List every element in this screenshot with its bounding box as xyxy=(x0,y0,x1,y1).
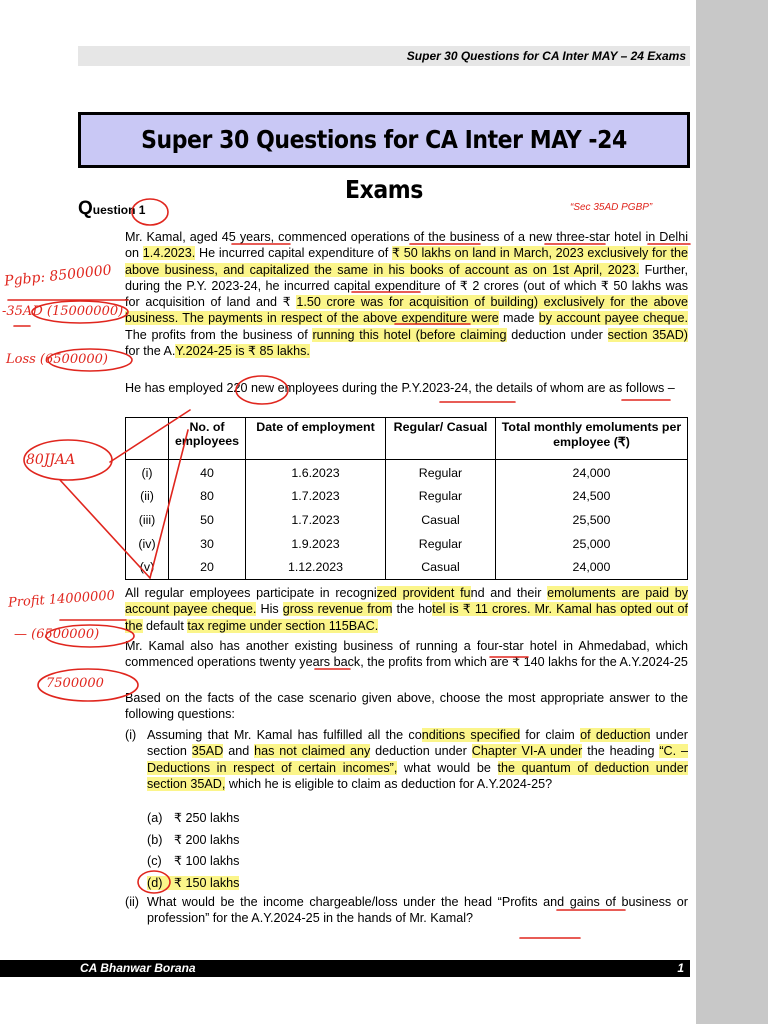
highlight-run: Chapter VI-A under xyxy=(471,744,583,759)
text-run: All regular employees participate in recogni xyxy=(125,586,377,600)
highlight-run: zed provident fu xyxy=(376,586,471,600)
paragraph-employees: He has employed 220 new employees during the P.Y.2023-24, the details of whom are as follows – xyxy=(125,381,675,395)
highlight-run: 1.4.2023. xyxy=(142,246,196,261)
highlight-run: 1.50 crore was for acquisition of building) exclusively for the above business. The payments in respect of the above expenditure were xyxy=(125,295,688,326)
table-row xyxy=(126,484,688,508)
option-label: (c) xyxy=(147,854,162,868)
text-run: His xyxy=(256,602,283,617)
highlight-run: by account payee cheque. xyxy=(538,311,688,326)
table-cell: Casual xyxy=(386,508,496,532)
table-cell: 1.7.2023 xyxy=(246,508,386,532)
table-cell: 25,000 xyxy=(496,532,688,556)
paragraph-regular-employees xyxy=(125,585,688,634)
paragraph-instructions: Based on the facts of the case scenario given above, choose the most appropriate answer to the following questions: xyxy=(125,691,688,722)
option-text: ₹ 200 lakhs xyxy=(174,832,240,847)
option-text: ₹ 150 lakhs xyxy=(174,875,240,890)
title-box xyxy=(78,112,690,204)
text-run: Further, during the P.Y. 2023-24, he incurred capital expenditure of ₹ 2 crores (out of which ₹ 50 lakhs was for acquisition of land and ₹ xyxy=(125,262,688,310)
table-header: No. of employees xyxy=(169,418,246,460)
table-cell: 20 xyxy=(169,556,246,580)
table-cell: (iv) xyxy=(126,532,169,556)
text-run: and xyxy=(223,744,255,759)
handwritten-minus: — (6500000) xyxy=(14,627,100,642)
highlight-run: has not claimed any xyxy=(254,744,371,759)
page-number: 1 xyxy=(677,961,684,975)
table-cell: (ii) xyxy=(126,484,169,508)
section-note: “Sec 35AD PGBP” xyxy=(570,202,653,213)
table-cell: 30 xyxy=(169,532,246,556)
question-initial: Q xyxy=(78,198,93,219)
table-row xyxy=(126,556,688,580)
highlight-run: of deduction xyxy=(580,728,651,742)
text-run: for claim xyxy=(520,728,581,742)
text-run: The profits from the business of xyxy=(125,327,313,342)
option-a[interactable] xyxy=(147,808,239,830)
highlight-run: “C. – Deductions in respect of certain incomes”, xyxy=(147,744,689,775)
paragraph-intro xyxy=(125,229,688,359)
highlight-run: tax regime under section 115BAC. xyxy=(187,618,379,633)
table-header: Date of employment xyxy=(246,418,386,460)
handwritten-loss: Loss (6500000) xyxy=(6,352,108,367)
page-title: Super 30 Questions for CA Inter MAY -24 Exams xyxy=(141,125,627,204)
option-label: (d) xyxy=(147,875,163,890)
text-run: under section xyxy=(147,728,688,759)
text-run: Assuming that Mr. Kamal has fulfilled all the co xyxy=(147,728,422,742)
table-cell: (v) xyxy=(126,556,169,580)
highlight-run: the quantum of deduction under section 35AD, xyxy=(147,760,689,791)
paragraph-ahmedabad: Mr. Kamal also has another existing business of running a four-star hotel in Ahmedabad, which commenced operations twenty years back, the profits from which are ₹ 140 lakhs for the A.Y.2024-25 xyxy=(125,639,688,670)
table-cell: Regular xyxy=(386,484,496,508)
table-cell: Regular xyxy=(386,460,496,484)
highlight-run: running this hotel (before claiming xyxy=(312,327,507,342)
table-cell: 25,500 xyxy=(496,508,688,532)
highlight-run: section 35AD) xyxy=(607,327,688,342)
text-run: the heading xyxy=(582,744,660,759)
option-text: ₹ 250 lakhs xyxy=(174,811,240,825)
question-number: (ii) xyxy=(125,895,139,909)
text-run: deduction under xyxy=(506,327,608,342)
text-run: the ho xyxy=(392,602,433,617)
handwritten-result: 7500000 xyxy=(46,676,104,691)
text-run: made xyxy=(498,311,539,326)
question-ii xyxy=(125,894,688,927)
handwritten-35ad: -35AD (15000000) xyxy=(2,304,124,319)
running-title: Super 30 Questions for CA Inter MAY – 24 Exams xyxy=(406,49,686,63)
table-header: Regular/ Casual xyxy=(386,418,496,460)
option-label: (b) xyxy=(147,832,163,847)
table-cell: 80 xyxy=(169,484,246,508)
table-cell: Casual xyxy=(386,556,496,580)
table-cell: 50 xyxy=(169,508,246,532)
highlight-run: Y.2024-25 is ₹ 85 lakhs. xyxy=(175,344,310,359)
running-header xyxy=(78,46,690,66)
question-i xyxy=(125,727,688,792)
text-run: which he is eligible to claim as deduction for A.Y.2024-25? xyxy=(225,776,553,791)
question-text: What would be the income chargeable/loss under the head “Profits and gains of business or profession” for the A.Y.2024-25 in the hands of Mr. Kamal? xyxy=(147,895,688,926)
table-cell: 1.9.2023 xyxy=(246,532,386,556)
question-number: (i) xyxy=(125,728,137,742)
table-cell: 24,000 xyxy=(496,460,688,484)
text-run: default xyxy=(142,618,188,633)
option-label: (a) xyxy=(147,811,163,825)
table-row xyxy=(126,532,688,556)
option-text: ₹ 100 lakhs xyxy=(174,854,240,868)
handwritten-80jjaa: 80JJAA xyxy=(26,452,76,468)
handwritten-pgbp: Pgbp: 8500000 xyxy=(3,262,113,290)
text-run: nd and their xyxy=(470,586,548,600)
table-cell: 1.6.2023 xyxy=(246,460,386,484)
table-cell: 40 xyxy=(169,460,246,484)
table-cell: (i) xyxy=(126,460,169,484)
question-heading xyxy=(78,198,145,220)
question-label: uestion 1 xyxy=(92,203,146,217)
highlight-run: nditions specified xyxy=(421,728,521,742)
table-cell: Regular xyxy=(386,532,496,556)
option-d[interactable] xyxy=(147,873,239,895)
text-run: He incurred capital expenditure of xyxy=(195,246,393,261)
highlight-run: gross revenue from xyxy=(282,602,393,617)
text-run: Mr. Kamal, aged 45 years, commenced operations of the business of a new three-star hotel in Delhi on xyxy=(125,230,688,261)
handwritten-profit: Profit 14000000 xyxy=(7,588,116,611)
text-run: what would be xyxy=(397,760,498,775)
right-margin-strip xyxy=(696,0,768,1024)
table-cell: 24,500 xyxy=(496,484,688,508)
table-cell: (iii) xyxy=(126,508,169,532)
highlight-run: tel is ₹ 11 crores. Mr. Kamal has opted out of the xyxy=(125,602,688,633)
highlight-run: 35AD xyxy=(191,744,224,759)
text-run: for the A. xyxy=(125,344,176,359)
option-b[interactable] xyxy=(147,830,239,852)
page-footer xyxy=(0,960,690,977)
employee-table xyxy=(125,417,688,580)
table-row xyxy=(126,460,688,484)
highlight-run: ₹ 50 lakhs on land in March, 2023 exclusively for the above business, and capitalized the same in his books of account as on 1st April, 2023. xyxy=(125,246,688,277)
table-cell: 1.7.2023 xyxy=(246,484,386,508)
footer-author: CA Bhanwar Borana xyxy=(80,961,196,975)
table-cell: 24,000 xyxy=(496,556,688,580)
table-header: Total monthly emoluments per employee (₹) xyxy=(496,418,688,460)
options-list xyxy=(147,808,239,894)
text-run: deduction under xyxy=(370,744,472,759)
table-header-row xyxy=(126,418,688,460)
table-header xyxy=(126,418,169,460)
table-cell: 1.12.2023 xyxy=(246,556,386,580)
highlight-run: emoluments are paid by account payee cheque. xyxy=(125,586,688,617)
option-c[interactable] xyxy=(147,851,239,873)
table-row xyxy=(126,508,688,532)
